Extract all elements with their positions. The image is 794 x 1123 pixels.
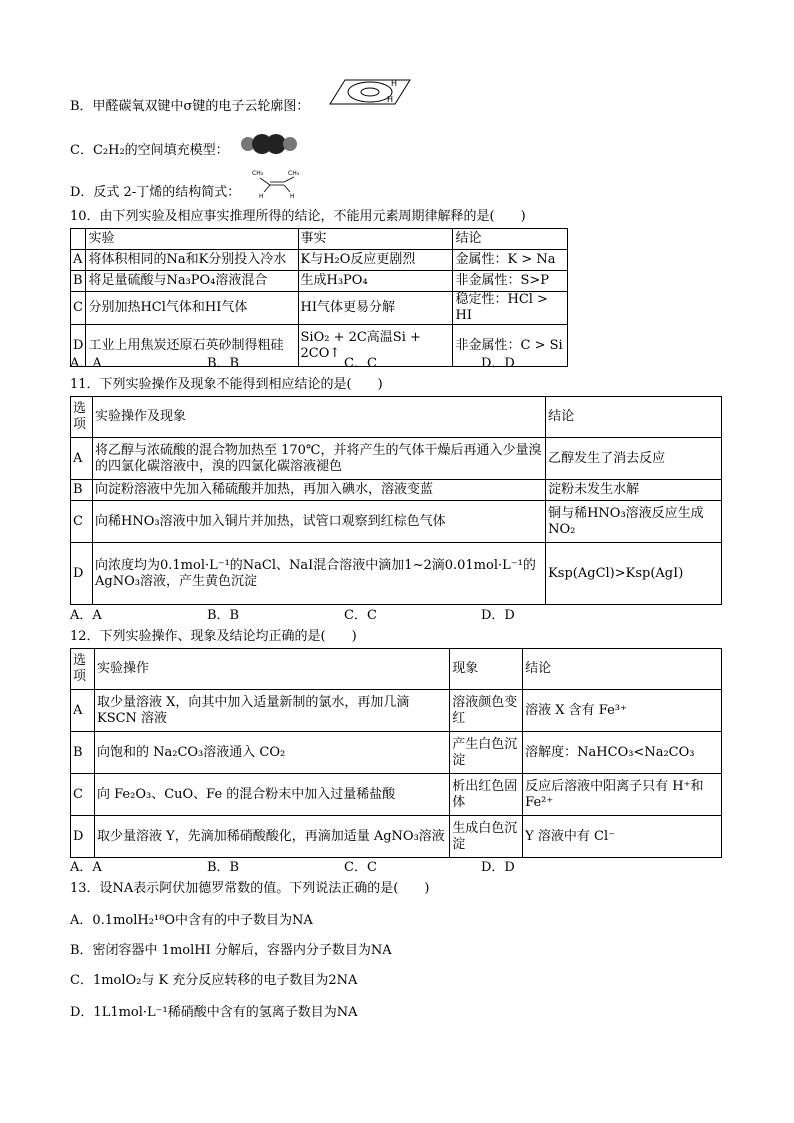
option-cell: B [71, 480, 93, 501]
q10-stem: 10．由下列实验及相应事实推理所得的结论，不能用元素周期律解释的是( ) [70, 209, 526, 224]
ch3-label-a: CH₃ [252, 170, 264, 177]
table-row [71, 816, 722, 858]
orbital-lobe [348, 82, 392, 102]
q13-option-d: D．1L1mol·L⁻¹稀硝酸中含有的氢离子数目为NA [70, 1005, 358, 1020]
option-d: D．D [481, 860, 515, 875]
option-d: D．D [481, 356, 515, 371]
option-cell: A [71, 250, 86, 271]
operation-cell: 取少量溶液 X，向其中加入适量新制的氯水，再加几滴KSCN 溶液 [94, 690, 449, 732]
phenomenon-cell: 生成白色沉淀 [450, 816, 523, 858]
option-a: A．A [70, 860, 102, 875]
option-cell: C [71, 501, 93, 543]
option-a: A．A [70, 608, 102, 623]
conclusion-cell: 淀粉未发生水解 [546, 480, 722, 501]
operation-cell: 将乙醇与浓硫酸的混合物加热至 170℃，并将产生的气体干燥后再通入少量溴的四氯化碳溶液中，溴的四氯化碳溶液褪色 [92, 438, 545, 480]
header-cell: 结论 [453, 229, 568, 250]
q11-table [70, 396, 722, 605]
bond-3 [264, 185, 270, 192]
q10-options [70, 356, 630, 372]
conclusion-cell: 溶解度：NaHCO₃<Na₂CO₃ [523, 732, 722, 774]
table-row [71, 480, 722, 501]
q9-option-c: C．C₂H₂的空间填充模型： [70, 143, 229, 158]
header-cell: 实验操作 [94, 649, 449, 690]
phenomenon-cell: 析出红色固体 [450, 774, 523, 816]
q12-stem: 12．下列实验操作、现象及结论均正确的是( ) [70, 629, 357, 644]
header-cell: 选项 [71, 397, 93, 438]
table-row [71, 271, 568, 292]
option-b: B．B [207, 356, 240, 371]
q9-option-d: D．反式 2-丁烯的结构简式： [70, 185, 241, 200]
header-cell: 实验操作及现象 [92, 397, 545, 438]
operation-cell: 向稀HNO₃溶液中加入铜片并加热，试管口观察到红棕色气体 [92, 501, 545, 543]
conclusion-cell: 乙醇发生了消去反应 [546, 438, 722, 480]
table-row [71, 732, 722, 774]
experiment-cell: 工业上用焦炭还原石英砂制得粗硅 [86, 325, 298, 367]
option-b: B．B [207, 608, 240, 623]
q13-stem: 13．设NA表示阿伏加德罗常数的值。下列说法正确的是( ) [70, 881, 430, 896]
conclusion-cell: Y 溶液中有 Cl⁻ [523, 816, 722, 858]
h-label-1: H [391, 79, 398, 88]
conclusion-cell: Ksp(AgCl)>Ksp(AgI) [546, 543, 722, 605]
orbital-core [361, 88, 379, 96]
conclusion-cell: 反应后溶液中阳离子只有 H⁺和Fe²⁺ [523, 774, 722, 816]
header-cell: 选项 [71, 649, 95, 690]
option-c: C．C [344, 860, 377, 875]
h-label-d2: H [290, 193, 295, 199]
operation-cell: 向 Fe₂O₃、CuO、Fe 的混合粉末中加入过量稀盐酸 [94, 774, 449, 816]
header-cell: 结论 [523, 649, 722, 690]
option-a: A．A [70, 356, 102, 371]
phenomenon-cell: 溶液颜色变红 [450, 690, 523, 732]
q13-option-a: A．0.1molH₂¹⁸O中含有的中子数目为NA [70, 913, 313, 928]
option-b: B．B [207, 860, 240, 875]
experiment-cell: 分别加热HCl气体和HI气体 [86, 292, 298, 325]
option-cell: D [71, 543, 93, 605]
fact-cell: SiO₂ + 2C高温Si + 2CO↑ [298, 325, 453, 367]
option-c: C．C [344, 356, 377, 371]
table-row [71, 501, 722, 543]
table-row [71, 438, 722, 480]
bond-2 [284, 177, 294, 182]
sigma-bond-orbital-figure [325, 72, 415, 110]
table-row [71, 690, 722, 732]
h-label-2: H [387, 95, 394, 104]
conclusion-cell: 非金属性：S>P [453, 271, 568, 292]
fact-cell: HI气体更易分解 [298, 292, 453, 325]
option-cell: D [71, 816, 95, 858]
table-header-row [71, 229, 568, 250]
option-cell: B [71, 271, 86, 292]
option-cell: A [71, 438, 93, 480]
option-cell: C [71, 774, 95, 816]
q9-option-b: B．甲醛碳氧双键中σ键的电子云轮廓图： [70, 99, 310, 114]
option-cell: D [71, 325, 86, 367]
conclusion-cell: 铜与稀HNO₃溶液反应生成NO₂ [546, 501, 722, 543]
q13-option-c: C．1molO₂与 K 充分反应转移的电子数目为2NA [70, 973, 358, 988]
option-cell: A [71, 690, 95, 732]
ch3-label-b: CH₃ [288, 170, 300, 177]
header-cell: 现象 [450, 649, 523, 690]
table-row [71, 774, 722, 816]
header-cell [71, 229, 86, 250]
operation-cell: 向浓度均为0.1mol·L⁻¹的NaCl、NaI混合溶液中滴加1~2滴0.01mol·L⁻¹的AgNO₃溶液，产生黄色沉淀 [92, 543, 545, 605]
plane-shape [330, 80, 410, 104]
q12-table [70, 648, 722, 858]
c2h2-space-filling-model [240, 133, 298, 155]
table-row [71, 292, 568, 325]
header-cell: 结论 [546, 397, 722, 438]
phenomenon-cell: 产生白色沉淀 [450, 732, 523, 774]
conclusion-cell: 金属性：K > Na [453, 250, 568, 271]
conclusion-cell: 溶液 X 含有 Fe³⁺ [523, 690, 722, 732]
operation-cell: 向饱和的 Na₂CO₃溶液通入 CO₂ [94, 732, 449, 774]
h-atom-right [283, 137, 297, 151]
experiment-cell: 将体积相同的Na和K分别投入冷水 [86, 250, 298, 271]
table-row [71, 250, 568, 271]
experiment-cell: 将足量硫酸与Na₃PO₄溶液混合 [86, 271, 298, 292]
bond-1 [260, 178, 270, 185]
header-cell: 事实 [298, 229, 453, 250]
option-c: C．C [344, 608, 377, 623]
conclusion-cell: 稳定性：HCl > HI [453, 292, 568, 325]
table-row [71, 543, 722, 605]
q11-options [70, 608, 630, 624]
trans-2-butene-structure [250, 167, 306, 199]
table-header-row [71, 397, 722, 438]
q13-option-b: B．密闭容器中 1molHI 分解后，容器内分子数目为NA [70, 943, 392, 958]
q10-table [70, 228, 568, 367]
table-header-row [71, 649, 722, 690]
q11-stem: 11．下列实验操作及现象不能得到相应结论的是( ) [70, 377, 383, 392]
fact-cell: K与H₂O反应更剧烈 [298, 250, 453, 271]
q12-options [70, 860, 630, 876]
operation-cell: 向淀粉溶液中先加入稀硫酸并加热，再加入碘水，溶液变蓝 [92, 480, 545, 501]
h-label-d1: H [259, 193, 264, 199]
operation-cell: 取少量溶液 Y，先滴加稀硝酸酸化，再滴加适量 AgNO₃溶液 [94, 816, 449, 858]
option-cell: C [71, 292, 86, 325]
header-cell: 实验 [86, 229, 298, 250]
bond-4 [284, 185, 290, 192]
fact-cell: 生成H₃PO₄ [298, 271, 453, 292]
option-d: D．D [481, 608, 515, 623]
option-cell: B [71, 732, 95, 774]
conclusion-cell: 非金属性：C > Si [453, 325, 568, 367]
